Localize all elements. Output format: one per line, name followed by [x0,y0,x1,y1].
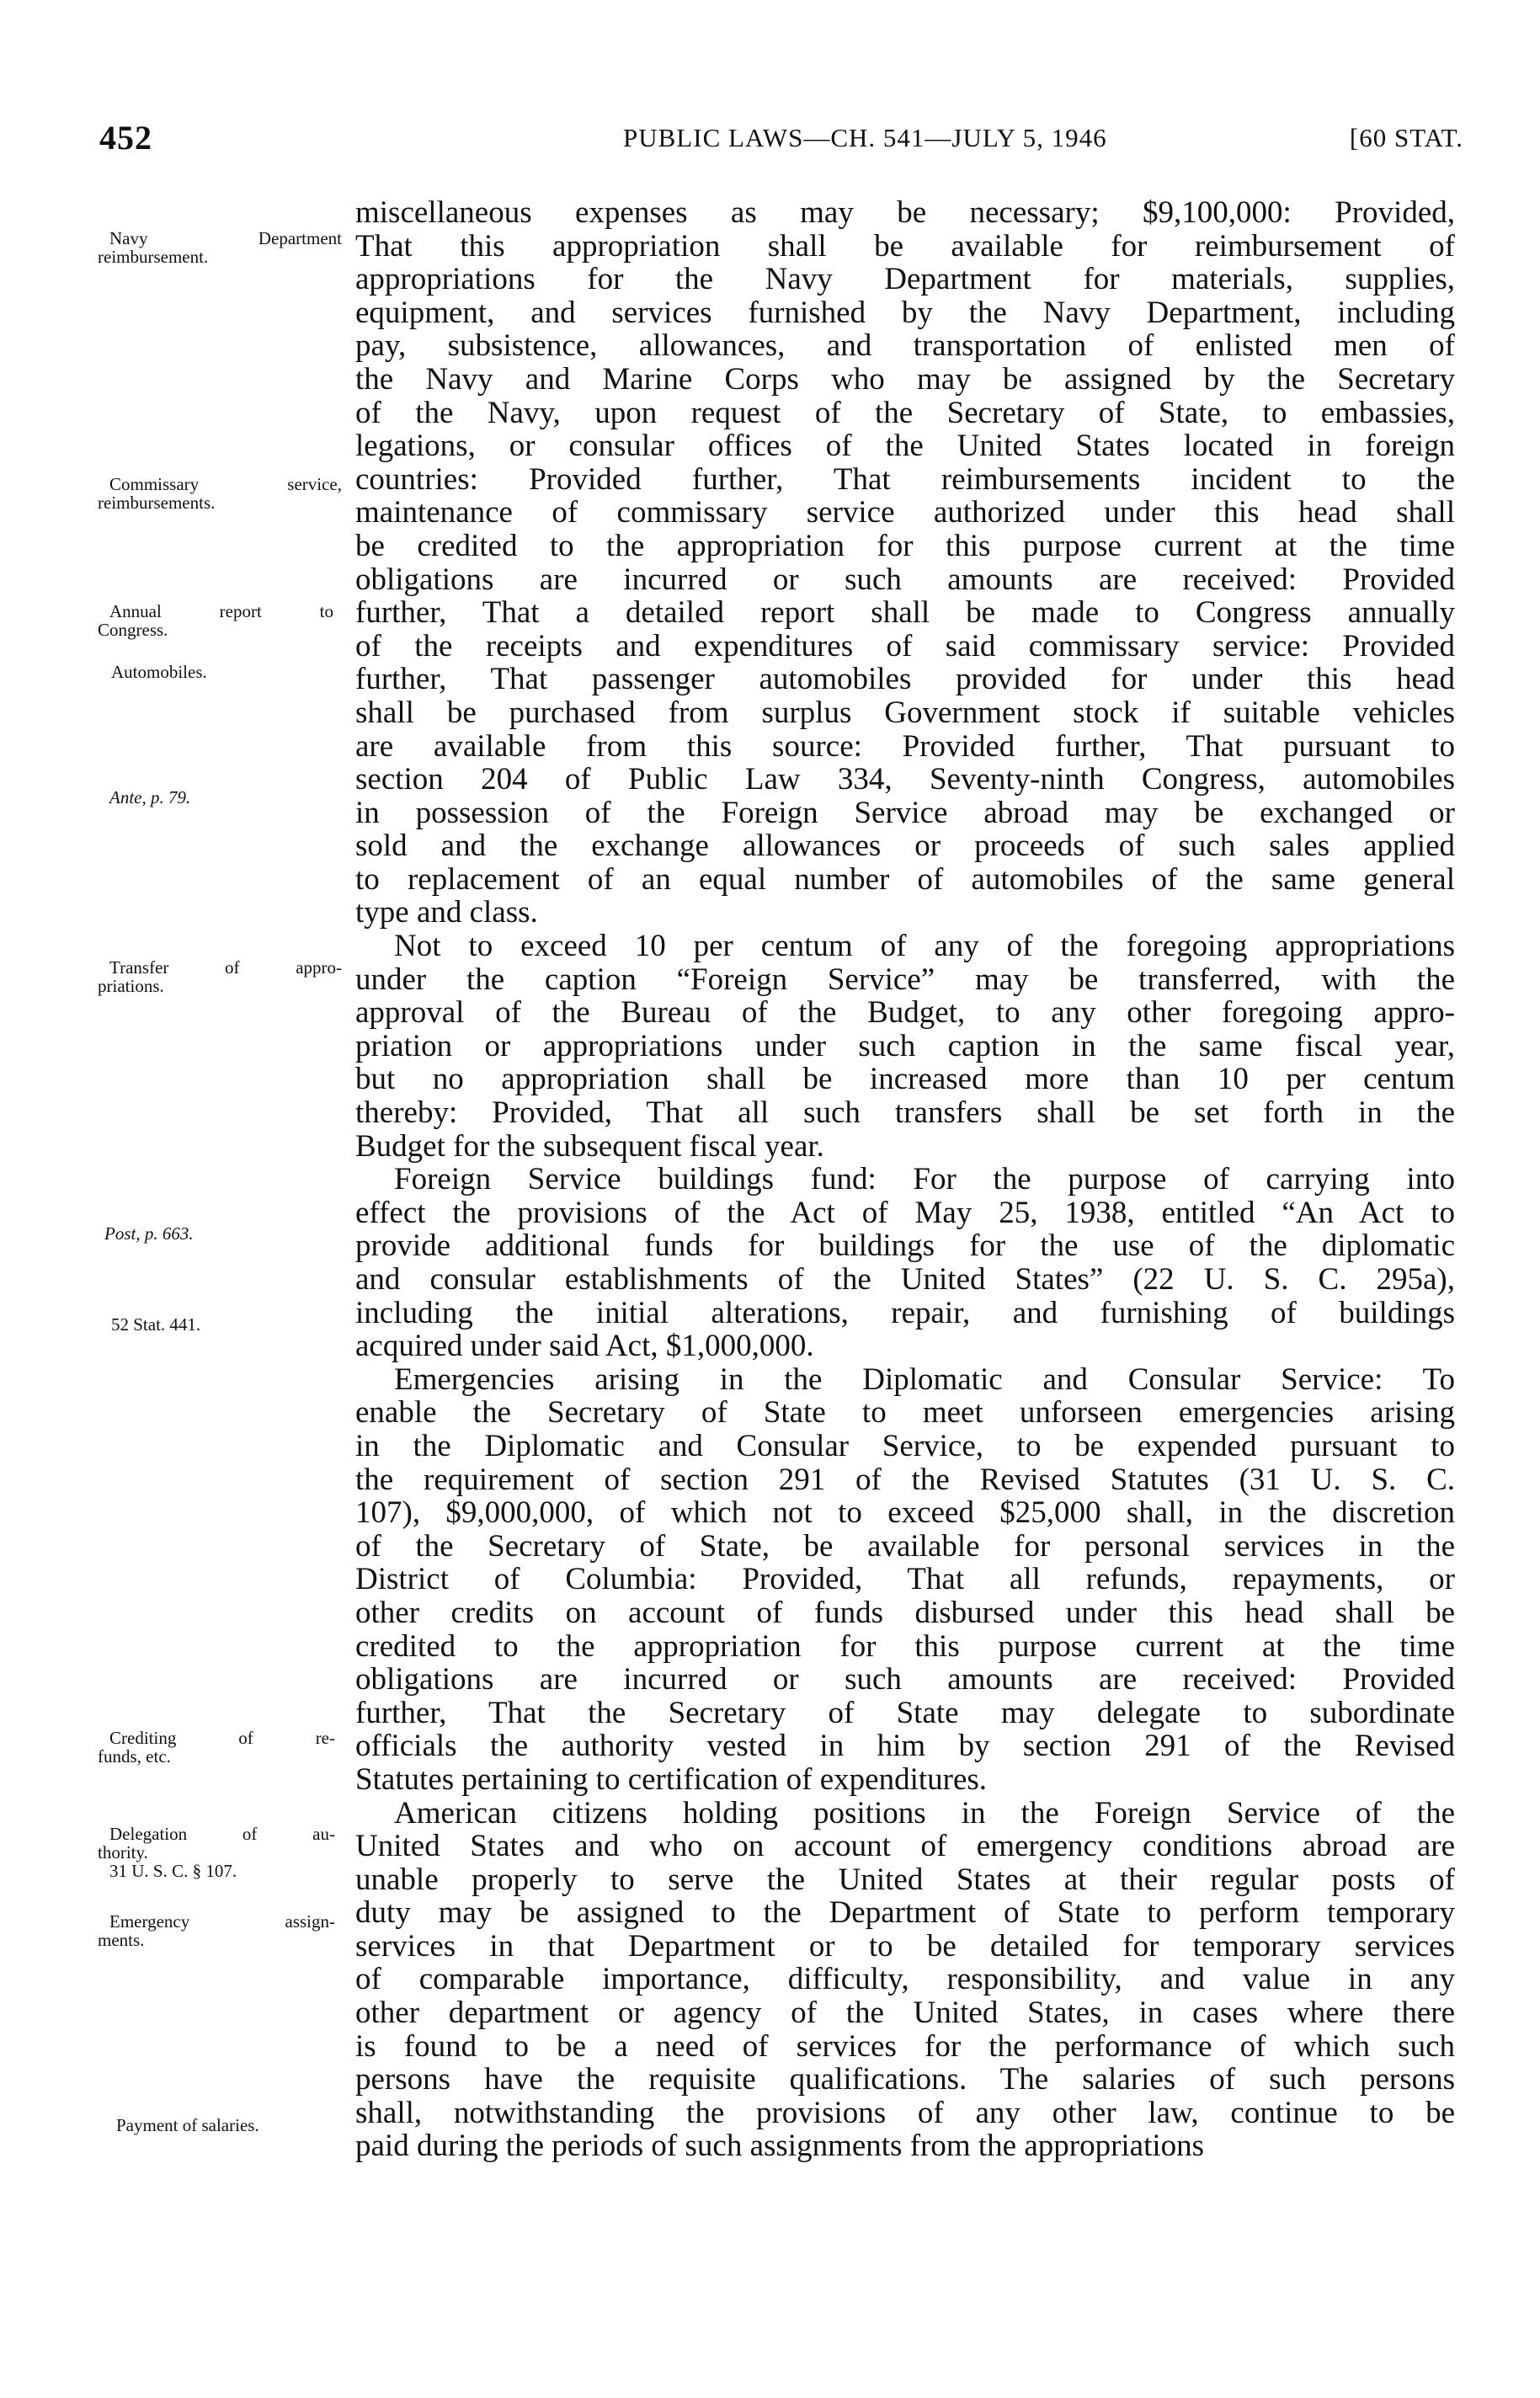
body-line: shall be purchased from surplus Government stock if suitable vehicles [355,695,1455,730]
body-line: countries: Provided further, That reimbursements incident to the [355,461,1455,497]
margin-note-line: Delegation of au- [109,1824,335,1844]
margin-note-delegation [98,1825,335,1880]
margin-note-automobiles [111,663,355,681]
body-line: legations, or consular offices of the United States located in foreign [355,429,1455,464]
body-line: obligations are incurred or such amounts are received: Provided [355,562,1455,597]
margin-note-line: Commissary service, [109,474,342,494]
body-line: Not to exceed 10 per centum of any of the foregoing appropriations [394,929,1455,964]
body-line: American citizens holding positions in the Foreign Service of the [394,1795,1455,1830]
margin-note-post [104,1224,349,1243]
body-line: type and class. [355,895,538,930]
body-line: duty may be assigned to the Department of State to perform temporary [355,1895,1455,1931]
margin-note-line: 52 Stat. 441. [111,1314,201,1335]
body-line: Statutes pertaining to certification of expenditures. [355,1761,988,1797]
body-line: appropriations for the Navy Department for materials, supplies, [355,262,1455,297]
body-line: maintenance of commissary service authorized under this head shall [355,495,1455,530]
body-line: shall, notwithstanding the provisions of any other law, continue to be [355,2095,1455,2130]
body-line: enable the Secretary of State to meet unforseen emergencies arising [355,1395,1455,1431]
body-line: provide additional funds for buildings for the use of the diplomatic [355,1228,1455,1264]
body-line: are available from this source: Provided further, That pursuant to [355,728,1455,764]
body-line: and consular establishments of the United States” (22 U. S. C. 295a), [355,1262,1455,1297]
body-line: of comparable importance, difficulty, responsibility, and value in any [355,1962,1455,1997]
body-line: officials the authority vested in him by section 291 of the Revised [355,1729,1455,1764]
body-line: paid during the periods of such assignments from the appropriations [355,2129,1205,2164]
body-line: effect the provisions of the Act of May 25, 1938, entitled “An Act to [355,1195,1455,1230]
body-text [355,196,1455,2163]
margin-note-transfer [98,958,342,995]
margin-note-line: Navy Department [109,228,342,248]
body-line: unable properly to serve the United States at their regular posts of [355,1862,1455,1897]
margin-note-line: Emergency assign- [109,1911,335,1932]
margin-note-line: reimbursements. [98,493,216,513]
margin-note-line: priations. [98,976,164,996]
margin-note-emergency [98,1912,335,1949]
body-line: sold and the exchange allowances or proceeds of such sales applied [355,829,1455,864]
body-line: miscellaneous expenses as may be necessary; $9,100,000: Provided, [355,195,1455,230]
body-line: be credited to the appropriation for this purpose current at the time [355,528,1455,563]
running-head [99,118,1463,168]
margin-note-crediting [98,1729,335,1766]
body-line: United States and who on account of emergency conditions abroad are [355,1829,1455,1864]
body-line: including the initial alterations, repair, and furnishing of buildings [355,1295,1455,1330]
margin-note-line: funds, etc. [98,1746,171,1767]
body-line: further, That passenger automobiles provided for under this head [355,662,1455,697]
body-line: further, That a detailed report shall be made to Congress annually [355,595,1455,631]
body-line: of the Secretary of State, be available for personal services in the [355,1528,1455,1564]
body-line: of the Navy, upon request of the Secretary of State, to embassies, [355,395,1455,430]
margin-note-navy-department [98,229,342,266]
body-line: section 204 of Public Law 334, Seventy-ninth Congress, automobiles [355,762,1455,797]
body-line: in the Diplomatic and Consular Service, to be expended pursuant to [355,1428,1455,1463]
body-line: further, That the Secretary of State may delegate to subordinate [355,1695,1455,1730]
body-line: persons have the requisite qualifications. The salaries of such persons [355,2062,1455,2097]
margin-note-line: ments. [98,1930,145,1950]
body-line: of the receipts and expenditures of said commissary service: Provided [355,628,1455,663]
margin-note-line: Transfer of appro- [109,957,342,978]
margin-note-annual-report [98,602,333,639]
margin-note-line: Payment of salaries. [116,2115,259,2135]
running-title: PUBLIC LAWS—CH. 541—JULY 5, 1946 [623,123,1107,152]
body-line: 107), $9,000,000, of which not to exceed $25,000 shall, in the discretion [355,1495,1455,1531]
body-line: Emergencies arising in the Diplomatic and Consular Service: To [394,1362,1455,1397]
margin-note-line: reimbursement. [98,247,209,267]
body-line: Foreign Service buildings fund: For the purpose of carrying into [394,1162,1455,1197]
body-line: approval of the Bureau of the Budget, to any other foregoing appro- [355,995,1455,1031]
body-line: acquired under said Act, $1,000,000. [355,1329,814,1364]
body-line: equipment, and services furnished by the Navy Department, including [355,295,1455,330]
statute-volume: [60 STAT. [1349,123,1463,152]
body-line: priation or appropriations under such caption in the same fiscal year, [355,1028,1455,1063]
body-line: obligations are incurred or such amounts are received: Provided [355,1662,1455,1697]
body-line: pay, subsistence, allowances, and transportation of enlisted men of [355,328,1455,364]
margin-note-line: Crediting of re- [109,1728,335,1748]
body-line: the requirement of section 291 of the Revised Statutes (31 U. S. C. [355,1462,1455,1497]
margin-note-line: Congress. [98,620,168,640]
body-line: District of Columbia: Provided, That all refunds, repayments, or [355,1562,1455,1597]
body-line: Budget for the subsequent fiscal year. [355,1128,824,1164]
body-line: to replacement of an equal number of automobiles of the same general [355,861,1455,897]
body-line: credited to the appropriation for this purpose current at the time [355,1628,1455,1664]
page-number: 452 [99,119,152,157]
body-line: but no appropriation shall be increased more than 10 per centum [355,1062,1455,1097]
margin-note-line: Automobiles. [111,662,207,682]
margin-note-line: thority. [98,1842,148,1862]
body-line: services in that Department or to be detailed for temporary services [355,1928,1455,1964]
margin-note-line: Annual report to [109,601,333,621]
margin-note-line: Ante, p. 79. [109,787,191,807]
body-line: the Navy and Marine Corps who may be assigned by the Secretary [355,361,1455,397]
body-line: thereby: Provided, That all such transfers shall be set forth in the [355,1095,1455,1131]
body-line: in possession of the Foreign Service abroad may be exchanged or [355,795,1455,830]
margin-note-commissary [98,475,342,512]
body-line: other credits on account of funds disbursed under this head shall be [355,1595,1455,1630]
margin-note-line: Post, p. 663. [104,1223,194,1244]
body-line: other department or agency of the United States, in cases where there [355,1996,1455,2031]
margin-note-salaries [116,2116,349,2134]
margin-note-ante [109,788,354,807]
body-line: under the caption “Foreign Service” may be transferred, with the [355,962,1455,997]
body-line: That this appropriation shall be available for reimbursement of [355,228,1455,264]
body-line: is found to be a need of services for the performance of which such [355,2028,1455,2064]
margin-note-52-stat [111,1315,355,1334]
margin-note-line: 31 U. S. C. § 107. [109,1861,237,1881]
